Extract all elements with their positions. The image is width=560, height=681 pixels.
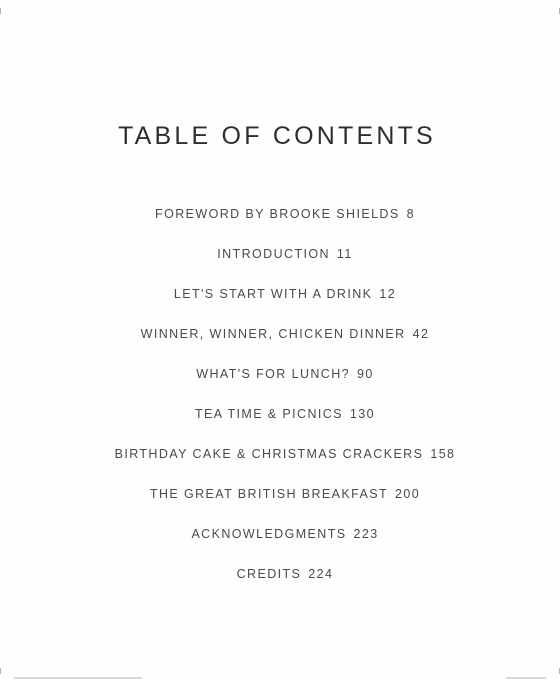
contents-entry (0, 324, 560, 364)
entry-title: TEA TIME & PICNICS (195, 407, 343, 421)
contents-entry (0, 244, 560, 284)
contents-list (0, 204, 560, 604)
entry-page-number: 42 (412, 327, 430, 341)
entry-title: WINNER, WINNER, CHICKEN DINNER (140, 327, 406, 341)
entry-page-number: 224 (308, 567, 334, 581)
entry-page-number: 200 (395, 487, 421, 501)
entry-page-number: 130 (349, 407, 375, 421)
entry-title: FOREWORD BY BROOKE SHIELDS (155, 207, 400, 221)
entry-title: INTRODUCTION (217, 247, 330, 261)
crop-mark-bottom-left (0, 668, 1, 674)
contents-entry (0, 524, 560, 564)
entry-page-number: 158 (430, 447, 456, 461)
contents-entry (0, 364, 560, 404)
entry-title: ACKNOWLEDGMENTS (191, 527, 347, 541)
entry-title: THE GREAT BRITISH BREAKFAST (149, 487, 388, 501)
contents-entry (0, 404, 560, 444)
entry-page-number: 11 (336, 247, 353, 261)
entry-title: CREDITS (236, 567, 302, 581)
entry-page-number: 90 (357, 367, 374, 381)
entry-title: BIRTHDAY CAKE & CHRISTMAS CRACKERS (114, 447, 424, 461)
entry-page-number: 8 (406, 207, 415, 221)
contents-entry (0, 564, 560, 604)
crop-mark-top-left (0, 8, 1, 14)
contents-entry (0, 444, 560, 484)
contents-entry (0, 484, 560, 524)
printer-slug-right (506, 677, 546, 679)
contents-entry (0, 204, 560, 244)
contents-entry (0, 284, 560, 324)
entry-title: WHAT'S FOR LUNCH? (196, 367, 351, 381)
entry-title: LET'S START WITH A DRINK (173, 287, 373, 301)
printer-slug-left (14, 677, 142, 679)
entry-page-number: 223 (353, 527, 379, 541)
entry-page-number: 12 (379, 287, 397, 301)
page-title: TABLE OF CONTENTS (118, 122, 436, 150)
